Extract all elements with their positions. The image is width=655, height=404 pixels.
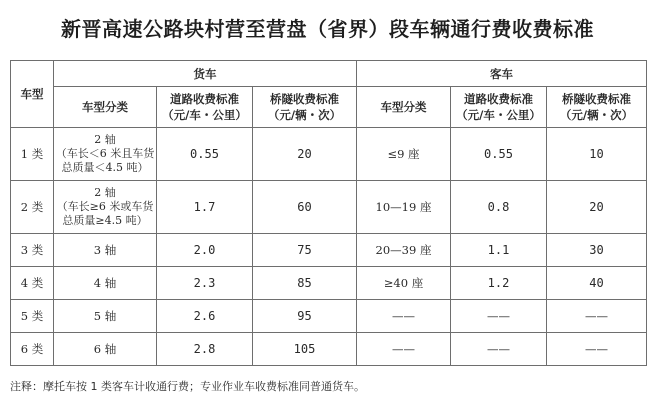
header-goods-road-fee <box>157 87 253 128</box>
bus-road-fee-cell: 1.1 <box>451 234 547 267</box>
goods-class-cell: 3 轴 <box>54 234 157 267</box>
goods-class-line: 总质量≥4.5 吨） <box>62 214 148 227</box>
bus-class-cell: 10—19 座 <box>357 181 451 234</box>
header-bus-bridge-fee <box>547 87 647 128</box>
goods-class-cell <box>54 181 157 234</box>
table-row <box>11 267 647 300</box>
goods-bridge-fee-cell: 95 <box>253 300 357 333</box>
bus-road-fee-cell: 0.8 <box>451 181 547 234</box>
goods-road-fee-cell: 1.7 <box>157 181 253 234</box>
bus-road-fee-cell: —— <box>451 300 547 333</box>
goods-road-fee-cell: 2.6 <box>157 300 253 333</box>
bus-road-fee-cell: 0.55 <box>451 128 547 181</box>
table-row <box>11 333 647 366</box>
goods-class-line: 总质量＜4.5 吨） <box>61 161 149 174</box>
vehicle-type-cell: 6 类 <box>11 333 54 366</box>
goods-road-fee-cell: 2.3 <box>157 267 253 300</box>
bus-bridge-fee-cell: 10 <box>547 128 647 181</box>
bus-road-fee-cell: —— <box>451 333 547 366</box>
bus-class-cell: ≤9 座 <box>357 128 451 181</box>
table-row <box>11 234 647 267</box>
header-row-groups <box>11 61 647 87</box>
goods-class-line: 2 轴 <box>94 133 116 146</box>
table-row <box>11 300 647 333</box>
header-goods-class: 车型分类 <box>54 87 157 128</box>
bus-bridge-fee-cell: 30 <box>547 234 647 267</box>
table-row <box>11 181 647 234</box>
header-goods-bridge-fee <box>253 87 357 128</box>
header-goods-bridge-fee-line2: （元/辆・次） <box>267 108 342 122</box>
vehicle-type-cell: 3 类 <box>11 234 54 267</box>
vehicle-type-cell: 5 类 <box>11 300 54 333</box>
header-bus-road-fee-line1: 道路收费标准 <box>464 92 533 106</box>
header-bus-group: 客车 <box>357 61 647 87</box>
goods-class-line: 2 轴 <box>94 186 116 199</box>
bus-bridge-fee-cell: 20 <box>547 181 647 234</box>
bus-road-fee-cell: 1.2 <box>451 267 547 300</box>
goods-class-line: （车长≥6 米或车货 <box>56 200 154 213</box>
goods-bridge-fee-cell: 60 <box>253 181 357 234</box>
header-goods-bridge-fee-line1: 桥隧收费标准 <box>270 92 339 106</box>
goods-bridge-fee-cell: 20 <box>253 128 357 181</box>
header-row-columns <box>11 87 647 128</box>
vehicle-type-cell: 4 类 <box>11 267 54 300</box>
header-bus-road-fee <box>451 87 547 128</box>
header-goods-road-fee-line1: 道路收费标准 <box>170 92 239 106</box>
header-bus-class: 车型分类 <box>357 87 451 128</box>
bus-class-cell: —— <box>357 333 451 366</box>
bus-bridge-fee-cell: 40 <box>547 267 647 300</box>
vehicle-type-cell: 1 类 <box>11 128 54 181</box>
goods-class-cell: 4 轴 <box>54 267 157 300</box>
header-bus-road-fee-line2: （元/车・公里） <box>456 108 541 122</box>
bus-class-cell: ≥40 座 <box>357 267 451 300</box>
header-bus-bridge-fee-line1: 桥隧收费标准 <box>562 92 631 106</box>
goods-class-cell <box>54 128 157 181</box>
goods-class-line: （车长＜6 米且车货 <box>55 147 155 160</box>
goods-road-fee-cell: 0.55 <box>157 128 253 181</box>
table-row <box>11 128 647 181</box>
bus-class-cell: 20—39 座 <box>357 234 451 267</box>
goods-bridge-fee-cell: 75 <box>253 234 357 267</box>
goods-class-cell: 5 轴 <box>54 300 157 333</box>
goods-road-fee-cell: 2.8 <box>157 333 253 366</box>
header-goods-group: 货车 <box>54 61 357 87</box>
header-vehicle-type: 车型 <box>11 61 54 128</box>
bus-bridge-fee-cell: —— <box>547 333 647 366</box>
toll-fee-table <box>10 60 647 366</box>
header-bus-bridge-fee-line2: （元/辆・次） <box>559 108 634 122</box>
goods-bridge-fee-cell: 105 <box>253 333 357 366</box>
header-goods-road-fee-line2: （元/车・公里） <box>162 108 247 122</box>
goods-class-cell: 6 轴 <box>54 333 157 366</box>
bus-bridge-fee-cell: —— <box>547 300 647 333</box>
footnote: 注释：摩托车按 1 类客车计收通行费；专业作业车收费标准同普通货车。 <box>10 380 365 393</box>
vehicle-type-cell: 2 类 <box>11 181 54 234</box>
goods-road-fee-cell: 2.0 <box>157 234 253 267</box>
page-title: 新晋高速公路块村营至营盘（省界）段车辆通行费收费标准 <box>61 17 594 41</box>
goods-bridge-fee-cell: 85 <box>253 267 357 300</box>
bus-class-cell: —— <box>357 300 451 333</box>
